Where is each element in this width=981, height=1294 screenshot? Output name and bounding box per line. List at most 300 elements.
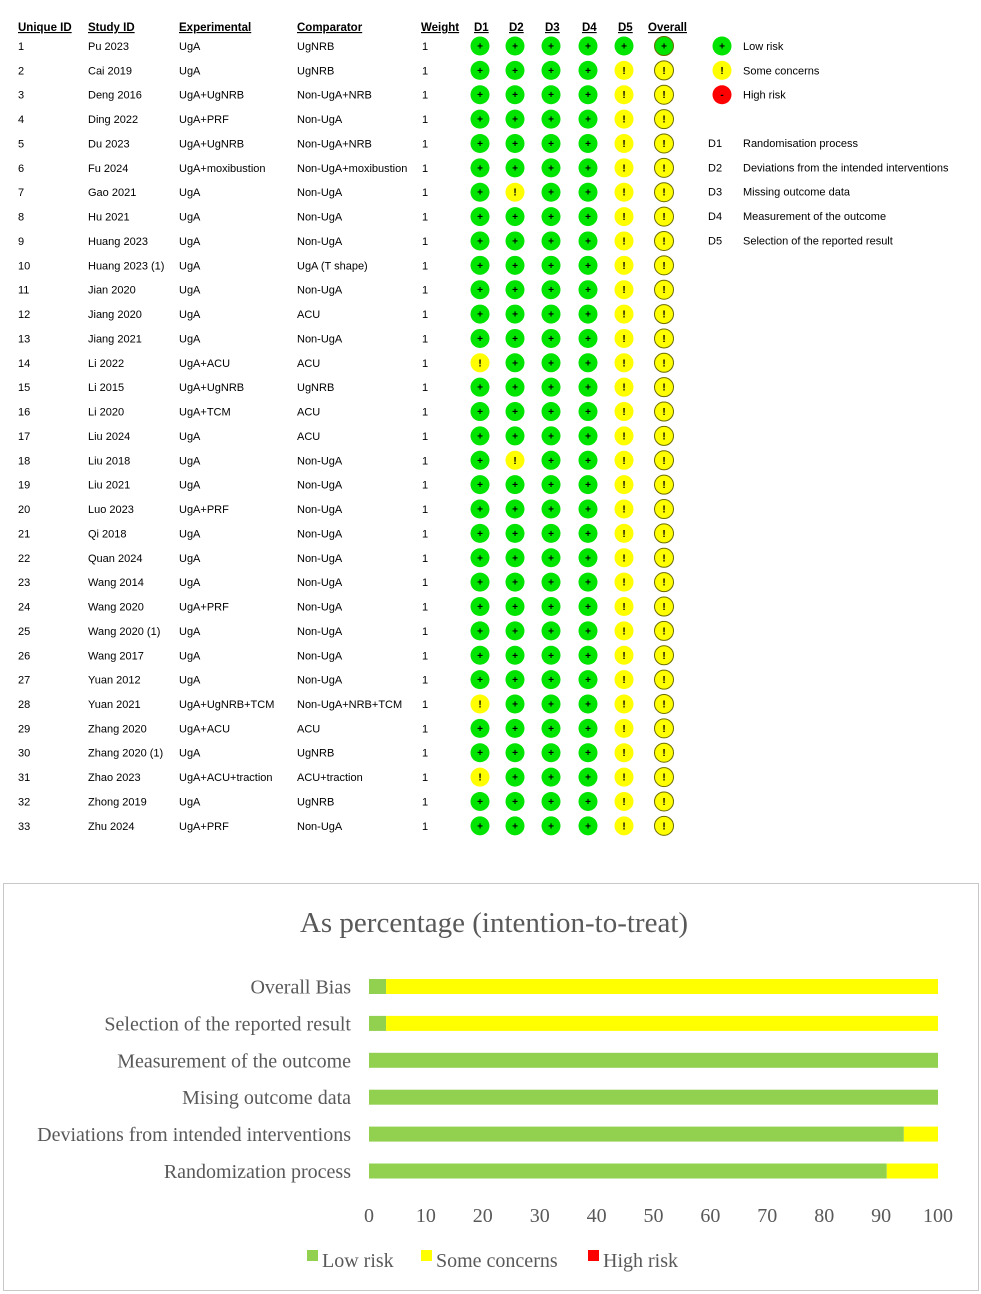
d5-judgement <box>615 475 634 494</box>
d4-judgement-symbol: + <box>585 699 591 711</box>
overall-judgement-symbol: ! <box>662 333 666 345</box>
overall-judgement-symbol: ! <box>662 407 666 419</box>
d2-judgement <box>506 743 525 762</box>
d3-judgement <box>542 378 561 397</box>
d4-judgement-symbol: + <box>585 309 591 321</box>
study-id-cell: Li 2022 <box>88 357 125 370</box>
d4-judgement-symbol: + <box>585 187 591 199</box>
d1-judgement-symbol: + <box>477 41 483 53</box>
d3-judgement-symbol: + <box>548 90 554 102</box>
table-row <box>18 475 674 494</box>
comparator-cell: UgNRB <box>297 65 335 78</box>
d4-judgement <box>579 61 598 80</box>
unique-id-cell: 4 <box>18 114 25 127</box>
overall-judgement <box>655 305 674 324</box>
d5-judgement-symbol: ! <box>622 236 626 248</box>
unique-id-cell: 3 <box>18 89 25 102</box>
experimental-cell: UgA <box>179 430 201 443</box>
legend-item <box>588 1250 678 1272</box>
bar-segment <box>369 1090 938 1105</box>
d2-judgement-symbol: ! <box>513 455 517 467</box>
d2-judgement <box>506 500 525 519</box>
comparator-cell: Non-UgA <box>297 820 343 833</box>
overall-judgement <box>655 280 674 299</box>
category-label: Measurement of the outcome <box>117 1050 351 1073</box>
d3-judgement <box>542 743 561 762</box>
d3-judgement <box>542 573 561 592</box>
category-label: Overall Bias <box>250 976 351 999</box>
unique-id-cell: 21 <box>18 528 31 541</box>
d2-judgement <box>506 305 525 324</box>
d5-judgement <box>615 353 634 372</box>
d3-judgement <box>542 158 561 177</box>
chart-legend <box>307 1250 678 1272</box>
column-header-10: Overall <box>648 22 687 34</box>
weight-cell: 1 <box>422 260 429 273</box>
d4-judgement-symbol: + <box>585 455 591 467</box>
study-id-cell: Zhang 2020 <box>88 723 147 736</box>
table-row <box>18 694 674 713</box>
d1-judgement <box>471 451 490 470</box>
study-id-cell: Fu 2024 <box>88 162 129 175</box>
d1-judgement-symbol: + <box>477 675 483 687</box>
d2-judgement-symbol: + <box>512 114 518 126</box>
d5-judgement-symbol: ! <box>622 407 626 419</box>
table-row <box>18 816 674 835</box>
d1-judgement <box>471 37 490 56</box>
comparator-cell: Non-UgA <box>297 333 343 346</box>
category-label: Deviations from intended interventions <box>37 1124 351 1147</box>
table-row <box>18 646 674 665</box>
overall-judgement <box>655 768 674 787</box>
bar-segment <box>369 1127 904 1142</box>
d4-judgement <box>579 524 598 543</box>
d2-judgement-symbol: + <box>512 90 518 102</box>
d2-judgement <box>506 353 525 372</box>
comparator-cell: Non-UgA <box>297 625 343 638</box>
d4-judgement <box>579 646 598 665</box>
d4-judgement <box>579 329 598 348</box>
weight-cell: 1 <box>422 406 429 419</box>
d1-judgement <box>471 183 490 202</box>
d1-judgement <box>471 61 490 80</box>
study-id-cell: Luo 2023 <box>88 504 134 517</box>
comparator-cell: Non-UgA <box>297 235 343 248</box>
weight-cell: 1 <box>422 41 429 53</box>
d1-judgement-symbol: ! <box>478 358 482 370</box>
d3-judgement-symbol: + <box>548 796 554 808</box>
d5-judgement-symbol: ! <box>622 212 626 224</box>
d4-judgement-symbol: + <box>585 407 591 419</box>
comparator-cell: Non-UgA+NRB+TCM <box>297 698 403 711</box>
d2-judgement-symbol: + <box>512 212 518 224</box>
table-row <box>18 158 674 177</box>
unique-id-cell: 22 <box>18 552 31 565</box>
comparator-cell: Non-UgA <box>297 601 343 614</box>
experimental-cell: UgA+ACU+traction <box>179 772 273 785</box>
d3-judgement-symbol: + <box>548 699 554 711</box>
unique-id-cell: 7 <box>18 187 25 200</box>
d3-judgement-symbol: + <box>548 723 554 735</box>
experimental-cell: UgA <box>179 625 201 638</box>
study-id-cell: Hu 2021 <box>88 211 130 224</box>
overall-judgement-symbol: ! <box>662 358 666 370</box>
x-tick-label: 20 <box>472 1205 493 1227</box>
study-id-cell: Wang 2020 (1) <box>88 625 161 638</box>
d5-judgement-symbol: ! <box>622 772 626 784</box>
column-header-6: D2 <box>509 22 524 34</box>
comparator-cell: Non-UgA <box>297 504 343 517</box>
d1-judgement-symbol: + <box>477 236 483 248</box>
d1-judgement-symbol: + <box>477 528 483 540</box>
weight-cell: 1 <box>422 577 429 590</box>
d4-judgement-symbol: + <box>585 796 591 808</box>
d5-judgement-symbol: ! <box>622 821 626 833</box>
d5-judgement <box>615 37 634 56</box>
experimental-cell: UgA+ACU <box>179 723 231 736</box>
comparator-cell: Non-UgA <box>297 455 343 468</box>
d4-judgement-symbol: + <box>585 748 591 760</box>
d4-judgement-symbol: + <box>585 675 591 687</box>
study-id-cell: Liu 2024 <box>88 430 131 443</box>
study-id-cell: Wang 2014 <box>88 577 144 590</box>
d5-judgement <box>615 280 634 299</box>
domain-code: D4 <box>708 211 723 224</box>
d1-judgement-symbol: + <box>477 65 483 77</box>
d1-judgement-symbol: + <box>477 163 483 175</box>
study-id-cell: Huang 2023 (1) <box>88 260 165 273</box>
d3-judgement <box>542 524 561 543</box>
weight-cell: 1 <box>422 65 429 78</box>
bar-segment <box>369 1016 386 1031</box>
comparator-cell: ACU <box>297 723 321 736</box>
d4-judgement-symbol: + <box>585 723 591 735</box>
overall-judgement <box>655 719 674 738</box>
d4-judgement <box>579 670 598 689</box>
weight-cell: 1 <box>422 625 429 638</box>
unique-id-cell: 14 <box>18 357 31 370</box>
d2-judgement <box>506 158 525 177</box>
d5-judgement-symbol: ! <box>622 309 626 321</box>
comparator-cell: UgNRB <box>297 382 335 395</box>
overall-judgement <box>655 646 674 665</box>
d2-judgement-symbol: + <box>512 236 518 248</box>
d5-judgement-symbol: ! <box>622 455 626 467</box>
unique-id-cell: 28 <box>18 698 31 711</box>
domain-code: D5 <box>708 235 723 248</box>
d2-judgement <box>506 573 525 592</box>
d5-judgement-symbol: ! <box>622 748 626 760</box>
category-label: Mising outcome data <box>182 1087 351 1110</box>
table-row <box>18 743 674 762</box>
weight-cell: 1 <box>422 723 429 736</box>
d4-judgement-symbol: + <box>585 382 591 394</box>
d3-judgement <box>542 280 561 299</box>
x-axis-tick-labels <box>364 1205 953 1227</box>
legend-swatch <box>588 1250 599 1261</box>
unique-id-cell: 23 <box>18 577 31 590</box>
unique-id-cell: 18 <box>18 455 31 468</box>
overall-judgement <box>655 573 674 592</box>
legend-swatch <box>307 1250 318 1261</box>
weight-cell: 1 <box>422 114 429 127</box>
legend-swatch <box>421 1250 432 1261</box>
d1-judgement <box>471 110 490 129</box>
d2-judgement-symbol: + <box>512 407 518 419</box>
d4-judgement <box>579 402 598 421</box>
unique-id-cell: 26 <box>18 650 31 663</box>
d2-judgement-symbol: + <box>512 577 518 589</box>
d4-judgement <box>579 573 598 592</box>
d4-judgement-symbol: + <box>585 431 591 443</box>
table-row <box>18 378 674 397</box>
unique-id-cell: 32 <box>18 796 31 809</box>
unique-id-cell: 8 <box>18 211 25 224</box>
d1-judgement <box>471 158 490 177</box>
d4-judgement <box>579 792 598 811</box>
legend-label: Some concerns <box>436 1250 558 1272</box>
experimental-cell: UgA <box>179 333 201 346</box>
d2-judgement <box>506 329 525 348</box>
d5-judgement <box>615 500 634 519</box>
overall-judgement <box>655 183 674 202</box>
d3-judgement <box>542 256 561 275</box>
d1-judgement-symbol: + <box>477 455 483 467</box>
d5-judgement <box>615 305 634 324</box>
d4-judgement <box>579 500 598 519</box>
d2-judgement-symbol: + <box>512 650 518 662</box>
d1-judgement <box>471 768 490 787</box>
overall-judgement-symbol: ! <box>662 748 666 760</box>
table-row <box>18 85 674 104</box>
table-row <box>18 719 674 738</box>
d3-judgement-symbol: + <box>548 675 554 687</box>
experimental-cell: UgA+TCM <box>179 406 231 419</box>
study-id-cell: Deng 2016 <box>88 89 142 102</box>
d5-judgement <box>615 207 634 226</box>
d4-judgement-symbol: + <box>585 504 591 516</box>
overall-judgement-symbol: ! <box>662 163 666 175</box>
d1-judgement <box>471 231 490 250</box>
overall-judgement <box>655 158 674 177</box>
comparator-cell: ACU+traction <box>297 772 363 785</box>
weight-cell: 1 <box>422 162 429 175</box>
study-id-cell: Du 2023 <box>88 138 130 151</box>
d2-judgement <box>506 207 525 226</box>
d1-judgement-symbol: ! <box>478 772 482 784</box>
d4-judgement <box>579 451 598 470</box>
d4-judgement-symbol: + <box>585 626 591 638</box>
study-id-cell: Huang 2023 <box>88 235 148 248</box>
unique-id-cell: 19 <box>18 479 31 492</box>
weight-cell: 1 <box>422 211 429 224</box>
weight-cell: 1 <box>422 382 429 395</box>
overall-judgement-symbol: ! <box>662 260 666 272</box>
d5-judgement <box>615 158 634 177</box>
d3-judgement <box>542 134 561 153</box>
d5-judgement <box>615 329 634 348</box>
d4-judgement-symbol: + <box>585 650 591 662</box>
d3-judgement <box>542 85 561 104</box>
d4-judgement <box>579 37 598 56</box>
comparator-cell: ACU <box>297 430 321 443</box>
d4-judgement-symbol: + <box>585 236 591 248</box>
column-header-3: Comparator <box>297 22 363 34</box>
d5-judgement <box>615 524 634 543</box>
overall-judgement-symbol: ! <box>662 577 666 589</box>
legend-high-label: High risk <box>743 89 786 102</box>
d2-judgement <box>506 256 525 275</box>
d2-judgement-symbol: + <box>512 480 518 492</box>
d2-judgement-symbol: + <box>512 260 518 272</box>
d2-judgement <box>506 524 525 543</box>
overall-judgement <box>655 329 674 348</box>
unique-id-cell: 1 <box>18 41 25 53</box>
d5-judgement-symbol: ! <box>622 480 626 492</box>
d3-judgement <box>542 500 561 519</box>
d3-judgement <box>542 768 561 787</box>
d2-judgement <box>506 378 525 397</box>
d3-judgement-symbol: + <box>548 626 554 638</box>
study-id-cell: Zhong 2019 <box>88 796 147 809</box>
d4-judgement <box>579 719 598 738</box>
d1-judgement <box>471 426 490 445</box>
overall-judgement <box>655 500 674 519</box>
domain-description: Missing outcome data <box>743 186 850 199</box>
d5-judgement <box>615 183 634 202</box>
d3-judgement-symbol: + <box>548 333 554 345</box>
d5-judgement-symbol: ! <box>622 723 626 735</box>
d3-judgement-symbol: + <box>548 114 554 126</box>
d2-judgement <box>506 451 525 470</box>
d3-judgement <box>542 426 561 445</box>
table-row <box>18 768 674 787</box>
d3-judgement-symbol: + <box>548 382 554 394</box>
x-tick-label: 50 <box>643 1205 664 1227</box>
comparator-cell: Non-UgA <box>297 552 343 565</box>
d4-judgement <box>579 256 598 275</box>
overall-judgement-symbol: ! <box>662 528 666 540</box>
domain-description: Measurement of the outcome <box>743 211 887 224</box>
overall-judgement <box>655 621 674 640</box>
d1-judgement-symbol: + <box>477 309 483 321</box>
d1-judgement-symbol: + <box>477 796 483 808</box>
overall-judgement-symbol: ! <box>662 65 666 77</box>
d5-judgement <box>615 816 634 835</box>
bar-segment <box>369 1053 938 1068</box>
bar-segment <box>386 1016 938 1031</box>
unique-id-cell: 27 <box>18 674 31 687</box>
comparator-cell: Non-UgA+NRB <box>297 138 372 151</box>
d1-judgement <box>471 134 490 153</box>
weight-cell: 1 <box>422 309 429 322</box>
study-id-cell: Yuan 2021 <box>88 698 141 711</box>
legend-low-marker-symbol: + <box>719 41 725 53</box>
d1-judgement-symbol: + <box>477 626 483 638</box>
d4-judgement <box>579 305 598 324</box>
d5-judgement-symbol: ! <box>622 699 626 711</box>
overall-judgement-symbol: ! <box>662 212 666 224</box>
study-id-cell: Gao 2021 <box>88 187 137 200</box>
d5-judgement-symbol: ! <box>622 528 626 540</box>
unique-id-cell: 12 <box>18 309 31 322</box>
unique-id-cell: 20 <box>18 504 31 517</box>
experimental-cell: UgA <box>179 260 201 273</box>
d4-judgement-symbol: + <box>585 772 591 784</box>
experimental-cell: UgA+UgNRB <box>179 89 245 102</box>
d2-judgement-symbol: + <box>512 626 518 638</box>
d2-judgement-symbol: + <box>512 163 518 175</box>
overall-judgement-symbol: ! <box>662 187 666 199</box>
d2-judgement <box>506 231 525 250</box>
d1-judgement-symbol: + <box>477 553 483 565</box>
table-row <box>18 451 674 470</box>
d3-judgement-symbol: + <box>548 821 554 833</box>
d1-judgement-symbol: + <box>477 260 483 272</box>
d1-judgement <box>471 621 490 640</box>
d2-judgement <box>506 426 525 445</box>
d2-judgement-symbol: + <box>512 796 518 808</box>
d3-judgement <box>542 231 561 250</box>
d3-judgement-symbol: + <box>548 431 554 443</box>
d5-judgement-symbol: ! <box>622 553 626 565</box>
bar-segment <box>887 1164 938 1179</box>
legend-low-label: Low risk <box>743 41 784 53</box>
study-id-cell: Li 2015 <box>88 382 125 395</box>
d3-judgement <box>542 329 561 348</box>
d3-judgement <box>542 207 561 226</box>
unique-id-cell: 25 <box>18 625 31 638</box>
experimental-cell: UgA <box>179 650 201 663</box>
experimental-cell: UgA <box>179 479 201 492</box>
d1-judgement-symbol: + <box>477 187 483 199</box>
comparator-cell: UgNRB <box>297 41 335 53</box>
d1-judgement <box>471 402 490 421</box>
experimental-cell: UgA <box>179 747 201 760</box>
d2-judgement-symbol: + <box>512 309 518 321</box>
d1-judgement-symbol: + <box>477 723 483 735</box>
d3-judgement-symbol: + <box>548 260 554 272</box>
comparator-cell: Non-UgA <box>297 284 343 297</box>
weight-cell: 1 <box>422 357 429 370</box>
unique-id-cell: 11 <box>18 284 30 297</box>
d4-judgement-symbol: + <box>585 333 591 345</box>
bars <box>369 979 938 1179</box>
d3-judgement <box>542 816 561 835</box>
table-row <box>18 231 674 250</box>
d1-judgement <box>471 500 490 519</box>
d5-judgement-symbol: ! <box>622 333 626 345</box>
overall-judgement <box>655 426 674 445</box>
d3-judgement <box>542 719 561 738</box>
bar-segment <box>369 1164 887 1179</box>
table-row <box>18 134 674 153</box>
weight-cell: 1 <box>422 479 429 492</box>
overall-judgement <box>655 134 674 153</box>
d2-judgement <box>506 621 525 640</box>
weight-cell: 1 <box>422 601 429 614</box>
experimental-cell: UgA+moxibustion <box>179 162 266 175</box>
d2-judgement <box>506 110 525 129</box>
d4-judgement-symbol: + <box>585 41 591 53</box>
column-header-0: Unique ID <box>18 22 72 34</box>
overall-judgement-symbol: ! <box>662 675 666 687</box>
overall-judgement-symbol: ! <box>662 382 666 394</box>
comparator-cell: ACU <box>297 357 321 370</box>
overall-judgement <box>655 256 674 275</box>
weight-cell: 1 <box>422 138 429 151</box>
experimental-cell: UgA <box>179 284 201 297</box>
